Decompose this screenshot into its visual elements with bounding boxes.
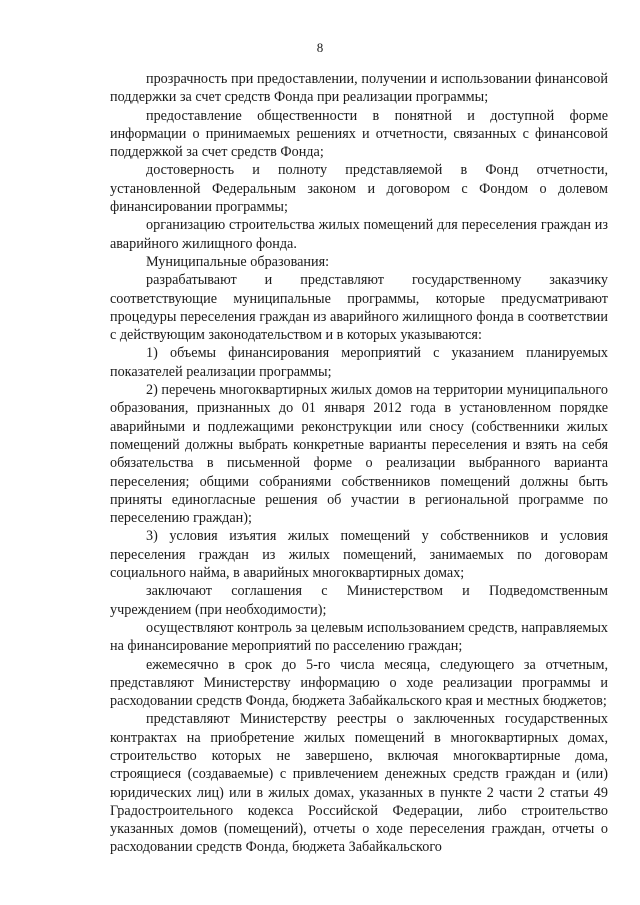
paragraph: представляют Министерству реестры о заключенных государственных контрактах на приобретение жилых помещений в многоквартирных домах, строительство которых не завершено, включая многоквартирные дома, строящиеся (создаваемые) с привлечением денежных средств граждан и (или) юридических лиц) или в жилых домах, указанных в пункте 2 части 2 статьи 49 Градостроительного кодекса Российской Федерации, либо строительство указанных домов (помещений), отчеты о ходе переселения граждан, отчеты о расходовании средств Фонда, бюджета Забайкальского — [110, 711, 608, 856]
list-item: 3) условия изъятия жилых помещений у собственников и условия переселения граждан из жилых помещений, занимаемых по договорам социального найма, в аварийных многоквартирных домах; — [110, 528, 608, 582]
paragraph: прозрачность при предоставлении, получении и использовании финансовой поддержки за счет средств Фонда при реализации программы; — [110, 71, 608, 106]
paragraph: достоверность и полноту представляемой в Фонд отчетности, установленной Федеральным законом и договором с Фондом о долевом финансировании программы; — [110, 162, 608, 216]
list-item: 1) объемы финансирования мероприятий с указанием планируемых показателей реализации программы; — [110, 345, 608, 380]
paragraph: осуществляют контроль за целевым использованием средств, направляемых на финансирование мероприятий по расселению граждан; — [110, 619, 608, 655]
paragraph: организацию строительства жилых помещений для переселения граждан из аварийного жилищного фонда. — [110, 217, 608, 252]
document-body — [110, 70, 608, 857]
paragraph: предоставление общественности в понятной и доступной форме информации о принимаемых решениях и отчетности, связанных с финансовой поддержкой за счет средств Фонда; — [110, 107, 608, 161]
paragraph: заключают соглашения с Министерством и Подведомственным учреждением (при необходимости); — [110, 583, 608, 618]
paragraph: разрабатывают и представляют государственному заказчику соответствующие муниципальные программы, которые предусматривают процедуры переселения граждан из аварийного жилищного фонда в соответствии с действующим законодательством и в которых указываются: — [110, 272, 608, 344]
paragraph: ежемесячно в срок до 5-го числа месяца, следующего за отчетным, представляют Министерству информацию о ходе реализации программы и расходовании средств Фонда, бюджета Забайкальского края и местных бюджетов; — [110, 656, 608, 710]
paragraph: Муниципальные образования: — [146, 253, 330, 270]
page-number: 8 — [316, 40, 324, 55]
list-item: 2) перечень многоквартирных жилых домов на территории муниципального образования, признанных до 01 января 2012 года в установленном порядке аварийными и подлежащими реконструкции или сносу (собственники жилых помещений должны выбрать конкретные варианты переселения и взять на себя обязательства в письменной форме о реализации выбранного варианта переселения; общими собраниями собственников помещений должны быть приняты единогласные решения об участии в региональной программе по переселению граждан); — [110, 382, 608, 527]
